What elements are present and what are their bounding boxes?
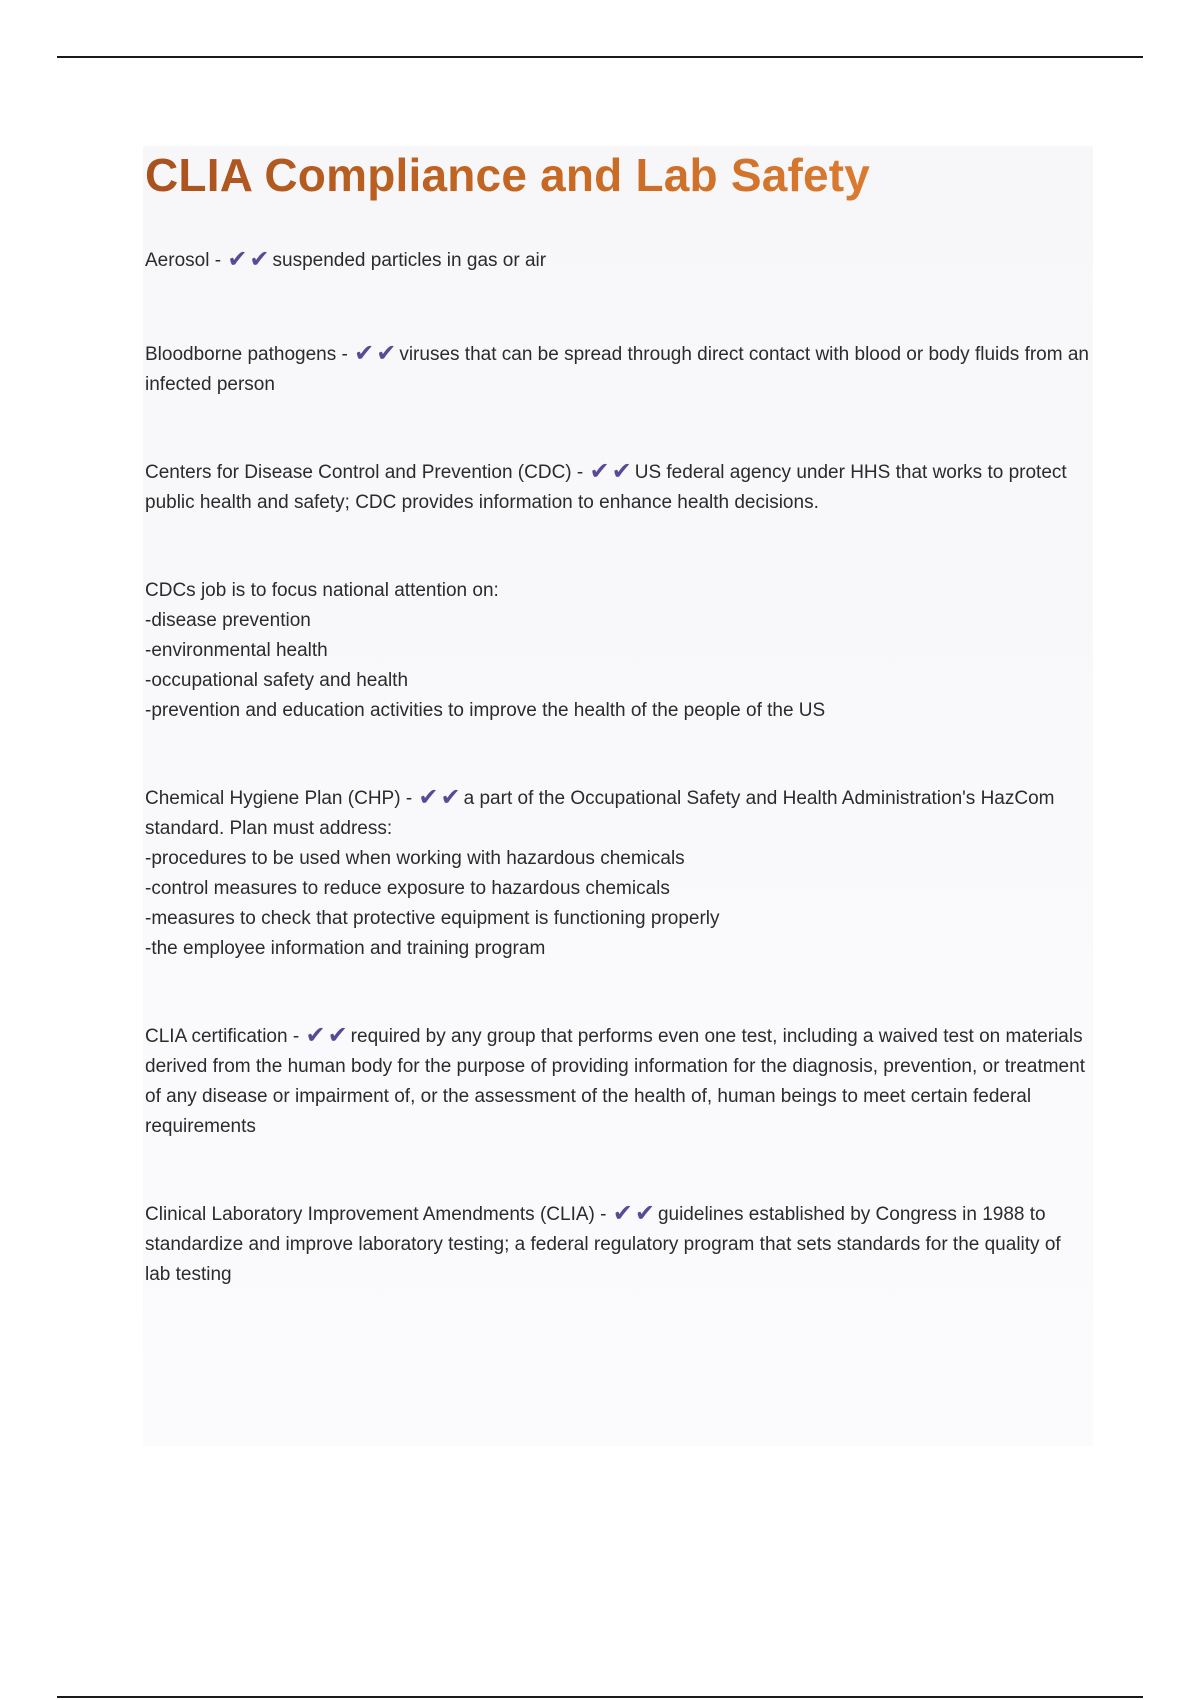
check-icon: ✔ xyxy=(376,340,397,367)
check-marks xyxy=(353,340,397,367)
entry-term: Centers for Disease Control and Prevention (CDC) - xyxy=(145,462,589,483)
entry-text xyxy=(145,1200,1090,1290)
glossary-entry xyxy=(145,246,1090,276)
check-icon: ✔ xyxy=(327,1022,348,1049)
entry-definition: US federal agency under HHS that works to protect public health and safety; CDC provides information to enhance health decisions. xyxy=(145,462,1067,513)
check-icon: ✔ xyxy=(440,784,461,811)
entry-definition: guidelines established by Congress in 1988 to standardize and improve laboratory testing; a federal regulatory program that sets standards for the quality of lab testing xyxy=(145,1204,1061,1285)
list-item: -disease prevention xyxy=(145,610,311,631)
entry-term: CLIA certification - xyxy=(145,1026,305,1047)
check-marks xyxy=(589,458,633,485)
glossary-entry xyxy=(145,1022,1090,1142)
list-item: -environmental health xyxy=(145,640,328,661)
check-icon: ✔ xyxy=(418,784,439,811)
glossary-entry xyxy=(145,784,1090,964)
entry-term: Bloodborne pathogens - xyxy=(145,344,354,365)
check-icon: ✔ xyxy=(305,1022,326,1049)
check-icon: ✔ xyxy=(612,1200,633,1227)
check-marks xyxy=(417,784,461,811)
check-icon: ✔ xyxy=(249,246,270,273)
page-title: CLIA Compliance and Lab Safety xyxy=(145,148,1091,202)
list-item: -procedures to be used when working with hazardous chemicals xyxy=(145,848,685,869)
entry-term: Chemical Hygiene Plan (CHP) - xyxy=(145,788,418,809)
check-icon: ✔ xyxy=(354,340,375,367)
entry-definition: viruses that can be spread through direct contact with blood or body fluids from an infected person xyxy=(145,344,1089,395)
check-icon: ✔ xyxy=(611,458,632,485)
entry-text xyxy=(145,458,1090,518)
glossary-entry xyxy=(145,1200,1090,1290)
entry-intro: CDCs job is to focus national attention on: xyxy=(145,580,499,601)
check-marks xyxy=(612,1200,656,1227)
list-item: -occupational safety and health xyxy=(145,670,409,691)
list-item: -measures to check that protective equipment is functioning properly xyxy=(145,908,720,929)
list-item: -prevention and education activities to improve the health of the people of the US xyxy=(145,700,826,721)
top-rule xyxy=(57,56,1143,58)
check-icon: ✔ xyxy=(589,458,610,485)
check-icon: ✔ xyxy=(227,246,248,273)
list-item: -control measures to reduce exposure to hazardous chemicals xyxy=(145,878,670,899)
glossary-entry xyxy=(145,340,1090,400)
check-marks xyxy=(226,246,270,273)
entry-text xyxy=(145,1022,1090,1142)
glossary-entry xyxy=(145,576,1090,726)
entry-term: Aerosol - xyxy=(145,250,227,271)
entry-text xyxy=(145,246,1090,276)
entry-text xyxy=(145,784,1090,844)
entry-text xyxy=(145,340,1090,400)
entry-definition: a part of the Occupational Safety and Health Administration's HazCom standard. Plan must address: xyxy=(145,788,1055,839)
bottom-rule xyxy=(57,1696,1143,1698)
list-item: -the employee information and training program xyxy=(145,938,546,959)
entry-definition: required by any group that performs even one test, including a waived test on materials derived from the human body for the purpose of providing information for the diagnosis, prevention, or treatment of any disease or impairment of, or the assessment of the health of, human beings to meet certain federal requirements xyxy=(145,1026,1085,1137)
entry-definition: suspended particles in gas or air xyxy=(272,250,547,271)
glossary-entry xyxy=(145,458,1090,518)
entry-term: Clinical Laboratory Improvement Amendments (CLIA) - xyxy=(145,1204,612,1225)
glossary-list xyxy=(145,246,1090,1290)
check-marks xyxy=(304,1022,348,1049)
check-icon: ✔ xyxy=(634,1200,655,1227)
